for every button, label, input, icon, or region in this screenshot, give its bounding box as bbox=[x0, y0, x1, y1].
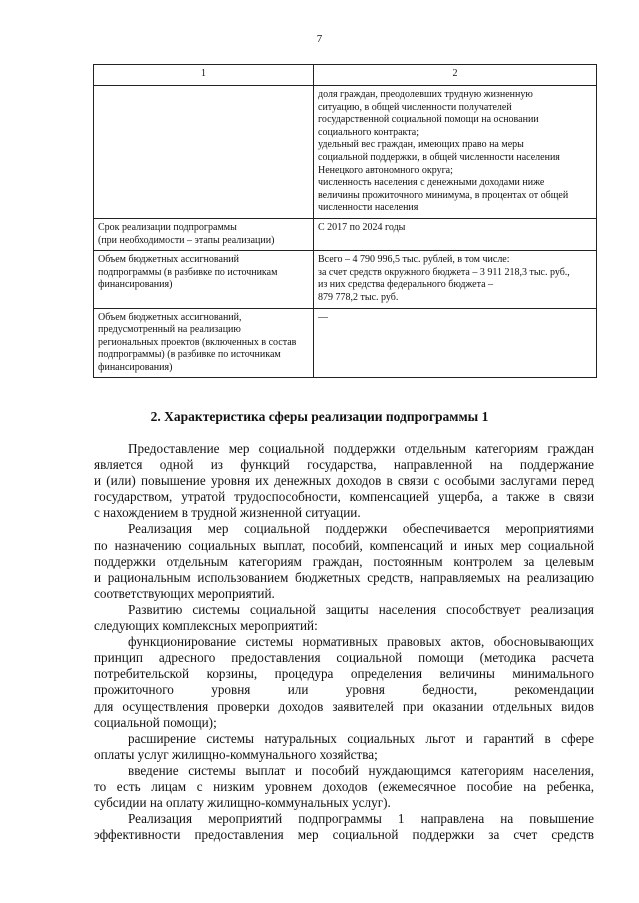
text-line: Предоставление мер социальной поддержки отдельным категориям граждан bbox=[128, 441, 594, 456]
text-line: поддержки отдельным категориям граждан, постоянным контролем за целевым bbox=[94, 553, 594, 569]
cell-line: Всего – 4 790 996,5 тыс. рублей, в том числе: bbox=[318, 254, 510, 266]
table-cell bbox=[314, 218, 597, 250]
text-line: и (или) повышение уровня их денежных доходов в связи с особыми заслугами перед bbox=[94, 473, 594, 489]
cell-line: подпрограммы) (в разбивке по источникам bbox=[98, 349, 281, 361]
text-line: прожиточного уровня или уровня бедности, рекомендации bbox=[94, 682, 594, 698]
cell-line: С 2017 по 2024 годы bbox=[318, 221, 406, 233]
body-text bbox=[94, 441, 594, 843]
text-line: субсидии на оплату жилищно-коммунальных услуг). bbox=[94, 795, 391, 811]
cell-line: региональных проектов (включенных в состав bbox=[98, 336, 297, 348]
text-line: по назначению социальных выплат, пособий, компенсаций и иных мер социальной bbox=[94, 537, 594, 553]
table-row bbox=[94, 308, 597, 378]
cell-line: величины прожиточного минимума, в процентах от общей bbox=[318, 189, 569, 201]
cell-line: Объем бюджетных ассигнований, bbox=[98, 311, 242, 323]
text-line: является одной из функций государства, направленной на поддержание bbox=[94, 457, 594, 473]
table-cell bbox=[94, 218, 314, 250]
text-line: оплаты услуг жилищно-коммунального хозяйства; bbox=[94, 746, 378, 762]
text-line: Реализация мероприятий подпрограммы 1 направлена на повышение bbox=[128, 811, 594, 827]
cell-line: доля граждан, преодолевших трудную жизненную bbox=[318, 89, 533, 100]
passport-table bbox=[93, 64, 597, 378]
cell-line: Срок реализации подпрограммы bbox=[98, 221, 237, 233]
cell-line: государственной социальной помощи на основании bbox=[318, 114, 539, 126]
cell-line: предусмотренный на реализацию bbox=[98, 324, 241, 336]
cell-line: Ненецкого автономного округа; bbox=[318, 164, 453, 176]
table-cell bbox=[314, 308, 597, 378]
text-line: Развитию системы социальной защиты населения способствует реализация bbox=[128, 601, 594, 617]
table-row bbox=[94, 251, 597, 308]
cell-line: финансирования) bbox=[98, 361, 173, 373]
text-line: социальной помощи); bbox=[94, 714, 217, 730]
table-row bbox=[94, 218, 597, 250]
text-line: расширение системы натуральных социальных льгот и гарантий в сфере bbox=[128, 730, 594, 746]
cell-line: подпрограммы (в разбивке по источникам bbox=[98, 266, 278, 278]
cell-line: численности населения bbox=[318, 202, 419, 214]
table-header-row bbox=[94, 65, 597, 86]
text-line: введение системы выплат и пособий нуждающимся категориям населения, bbox=[128, 762, 594, 778]
text-line: следующих комплексных мероприятий: bbox=[94, 618, 318, 634]
cell-line: финансирования) bbox=[98, 279, 173, 291]
cell-line: (при необходимости – этапы реализации) bbox=[98, 234, 275, 246]
table-cell bbox=[314, 86, 597, 219]
table-cell bbox=[94, 251, 314, 308]
section-title: 2. Характеристика сферы реализации подпрограммы 1 bbox=[150, 409, 489, 424]
text-line: и рациональным использованием бюджетных средств, направляемых на реализацию bbox=[94, 569, 594, 585]
cell-line: удельный вес граждан, имеющих право на меры bbox=[318, 139, 524, 151]
cell-line: социального контракта; bbox=[318, 126, 419, 138]
table-header-cell: 1 bbox=[94, 65, 314, 86]
text-line: Реализация мер социальной поддержки обеспечивается мероприятиями bbox=[128, 521, 594, 537]
table-cell bbox=[94, 86, 314, 219]
text-line: то есть лицам с низким уровнем доходов (ежемесячное пособие на ребенка, bbox=[94, 778, 594, 794]
cell-line: из них средства федерального бюджета – bbox=[318, 279, 494, 291]
cell-line: численность населения с денежными доходами ниже bbox=[318, 177, 545, 189]
text-line: государством, утратой трудоспособности, компенсацией ущерба, а также в связи bbox=[94, 489, 594, 505]
text-line: соответствующих мероприятий. bbox=[94, 585, 275, 601]
table-cell bbox=[94, 308, 314, 378]
text-line: функционирование системы нормативных правовых актов, обосновывающих bbox=[128, 634, 594, 650]
page-number: 7 bbox=[316, 33, 323, 45]
text-line: принцип адресного предоставления социальной помощи (методика расчета bbox=[94, 650, 594, 666]
table-cell bbox=[314, 251, 597, 308]
text-line: эффективности предоставления мер социальной поддержки за счет средств bbox=[94, 827, 594, 843]
cell-line: ситуацию, в общей численности получателей bbox=[318, 101, 512, 113]
text-line: с нахождением в трудной жизненной ситуации. bbox=[94, 505, 361, 521]
table-row bbox=[94, 86, 597, 219]
cell-line: 879 778,2 тыс. руб. bbox=[318, 291, 399, 303]
cell-line: за счет средств окружного бюджета – 3 911 218,3 тыс. руб., bbox=[318, 266, 570, 278]
text-line: потребительской корзины, процедура определения величины минимального bbox=[94, 666, 594, 682]
cell-line: социальной поддержки, в общей численности населения bbox=[318, 151, 560, 163]
text-line: для осуществления проверки доходов заявителей при оказании отдельных видов bbox=[94, 698, 594, 714]
cell-line: — bbox=[318, 311, 328, 323]
cell-line: Объем бюджетных ассигнований bbox=[98, 254, 239, 266]
table-header-cell: 2 bbox=[314, 65, 597, 86]
